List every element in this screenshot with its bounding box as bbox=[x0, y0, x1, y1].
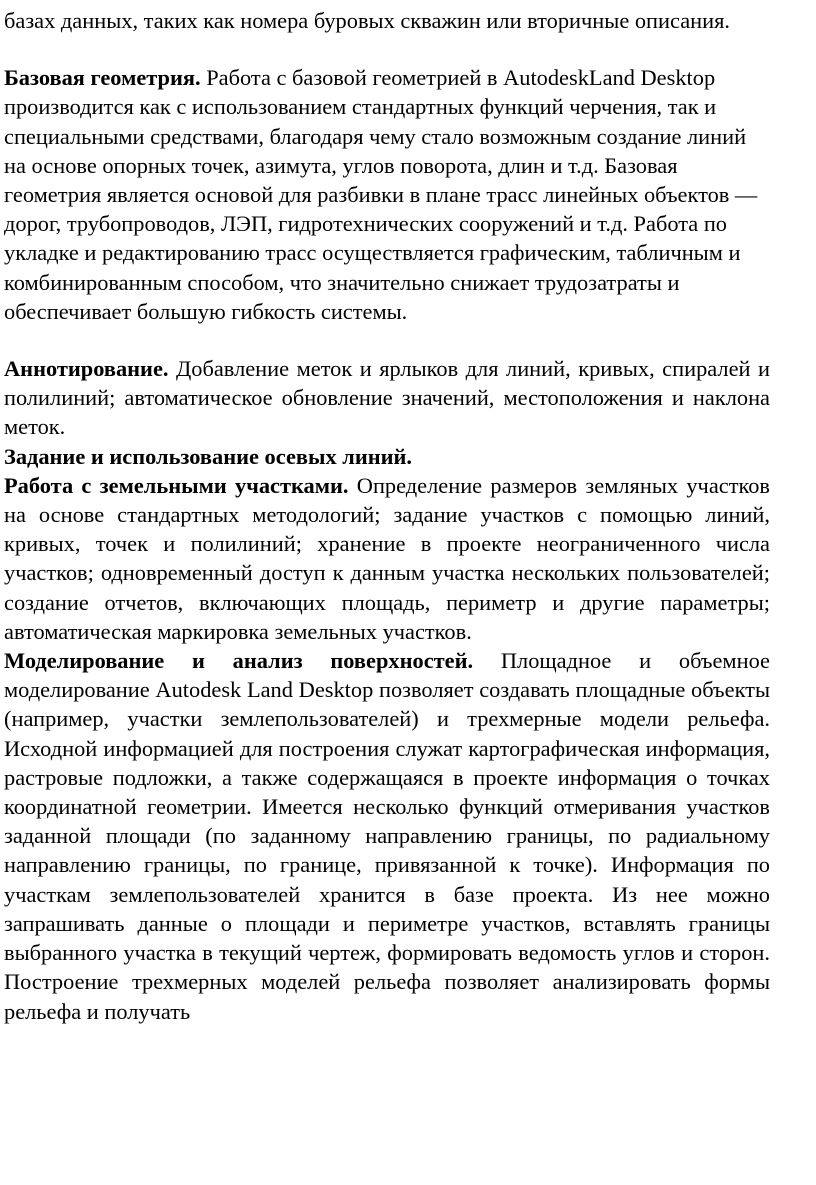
paragraph-text: Работа с базовой геометрией в AutodeskLand Desktop производится как с использованием стандартных функций черчения, так и специальными средствами, благодаря чему стало возможным создание линий на основе опорных точек, азимута, углов поворота, длин и т.д. Базовая геометрия является основой для разбивки в плане трасс линейных объектов — дорог, трубопроводов, ЛЭП, гидротехнических сооружений и т.д. Работа по укладке и редактированию трасс осуществляется графическим, табличным и комбинированным способом, что значительно снижает трудозатраты и обеспечивает большую гибкость системы. bbox=[4, 65, 758, 324]
paragraph-annotation bbox=[4, 354, 770, 442]
paragraph-term: Задание и использование осевых линий. bbox=[4, 443, 413, 469]
paragraph-surface-modeling bbox=[4, 646, 770, 1026]
paragraph-text: Добавление меток и ярлыков для линий, кривых, спиралей и полилиний; автоматическое обновление значений, местоположения и наклона меток. bbox=[4, 356, 770, 440]
paragraph-text: Определение размеров земляных участков на основе стандартных методологий; задание участков с помощью линий, кривых, точек и полилиний; хранение в проекте неограниченного числа участков; одновременный доступ к данным участка нескольких пользователей; создание отчетов, включающих площадь, периметр и другие параметры; автоматическая маркировка земельных участков. bbox=[4, 472, 770, 644]
paragraph-term: Базовая геометрия. bbox=[4, 65, 201, 91]
paragraph-centerlines bbox=[4, 442, 770, 471]
paragraph-text: базах данных, таких как номера буровых скважин или вторичные описания. bbox=[4, 8, 731, 33]
paragraph-land-parcels bbox=[4, 471, 770, 646]
paragraph-term: Работа с земельными участками. bbox=[4, 472, 349, 498]
paragraph-term: Аннотирование. bbox=[4, 356, 169, 382]
paragraph-intro-tail bbox=[4, 6, 770, 35]
paragraph-text: Площадное и объемное моделирование Autodesk Land Desktop позволяет создавать площадные объекты (например, участки землепользователей) и трехмерные модели рельефа. Исходной информацией для построения служат картографическая информация, растровые подложки, а также содержащаяся в проекте информация о точках координатной геометрии. Имеется несколько функций отмеривания участков заданной площади (по заданному направлению границы, по радиальному направлению границы, по границе, привязанной к точке). Информация по участкам землепользователей хранится в базе проекта. Из нее можно запрашивать данные о площади и периметре участков, вставлять границы выбранного участка в текущий чертеж, формировать ведомость углов и сторон. Построение трехмерных моделей рельефа позволяет анализировать формы рельефа и получать bbox=[4, 648, 770, 1024]
paragraph-term: Моделирование и анализ поверхностей. bbox=[4, 648, 474, 674]
paragraph-base-geometry bbox=[4, 63, 770, 326]
